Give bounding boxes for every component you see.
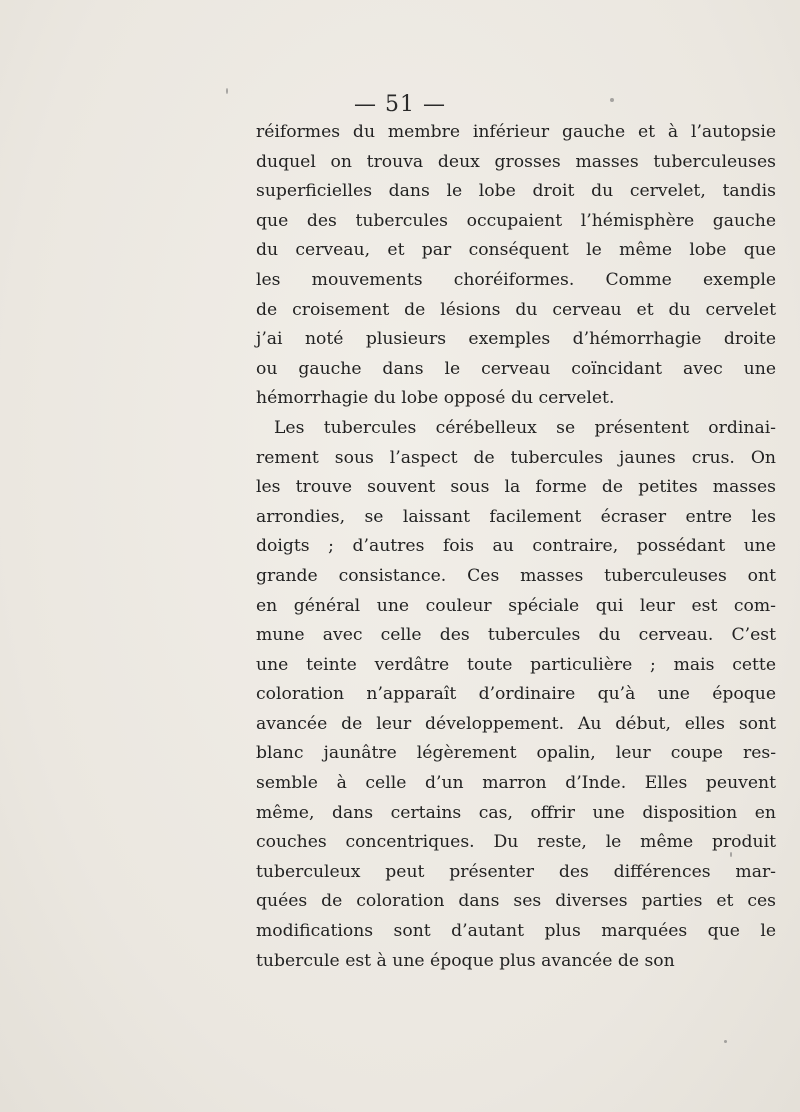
- text-line: même, dans certains cas, offrir une disposition en: [256, 802, 776, 823]
- text-line: rement sous l’aspect de tubercules jaunes crus. On: [256, 447, 776, 468]
- text-line: arrondies, se laissant facilement écraser entre les: [256, 506, 776, 527]
- text-line: les mouvements choréiformes. Comme exemple: [256, 269, 776, 290]
- text-line: mune avec celle des tubercules du cerveau. C’est: [256, 625, 776, 646]
- text-line: grande consistance. Ces masses tuberculeuses ont: [256, 565, 776, 586]
- text-line: avancée de leur développement. Au début, elles sont: [256, 713, 776, 734]
- text-line: réiformes du membre inférieur gauche et à l’autopsie: [256, 122, 776, 142]
- text-line: Les tubercules cérébelleux se présentent ordinai-: [274, 417, 776, 438]
- text-line: tuberculeux peut présenter des différences mar-: [256, 861, 776, 882]
- text-line: en général une couleur spéciale qui leur est com-: [256, 595, 776, 616]
- text-line: de croisement de lésions du cerveau et du cervelet: [256, 299, 776, 320]
- paper-speck: [730, 852, 732, 857]
- text-line: du cerveau, et par conséquent le même lobe que: [256, 240, 776, 261]
- paper-speck: [724, 1040, 727, 1043]
- text-line: quées de coloration dans ses diverses parties et ces: [256, 891, 776, 912]
- text-line: hémorrhagie du lobe opposé du cervelet.: [256, 388, 615, 409]
- text-line: que des tubercules occupaient l’hémisphère gauche: [256, 210, 776, 231]
- text-line: une teinte verdâtre toute particulière ; mais cette: [256, 654, 776, 675]
- page-number: — 51 —: [354, 92, 446, 117]
- paper-speck: [226, 88, 228, 94]
- text-line: duquel on trouva deux grosses masses tuberculeuses: [256, 151, 776, 172]
- text-line: couches concentriques. Du reste, le même produit: [256, 832, 776, 853]
- text-line: blanc jaunâtre légèrement opalin, leur coupe res-: [256, 743, 776, 764]
- text-line: modifications sont d’autant plus marquées que le: [256, 921, 776, 942]
- text-line: coloration n’apparaît d’ordinaire qu’à une époque: [256, 684, 776, 705]
- text-line: semble à celle d’un marron d’Inde. Elles peuvent: [256, 773, 776, 794]
- text-line: superficielles dans le lobe droit du cervelet, tandis: [256, 181, 776, 202]
- paper-speck: [610, 98, 614, 102]
- text-line: tubercule est à une époque plus avancée de son: [256, 950, 675, 971]
- body-text: [256, 118, 776, 976]
- text-line: ou gauche dans le cerveau coïncidant avec une: [256, 358, 776, 379]
- text-line: les trouve souvent sous la forme de petites masses: [256, 477, 776, 498]
- text-line: doigts ; d’autres fois au contraire, possédant une: [256, 536, 776, 557]
- text-line: j’ai noté plusieurs exemples d’hémorrhagie droite: [256, 329, 776, 350]
